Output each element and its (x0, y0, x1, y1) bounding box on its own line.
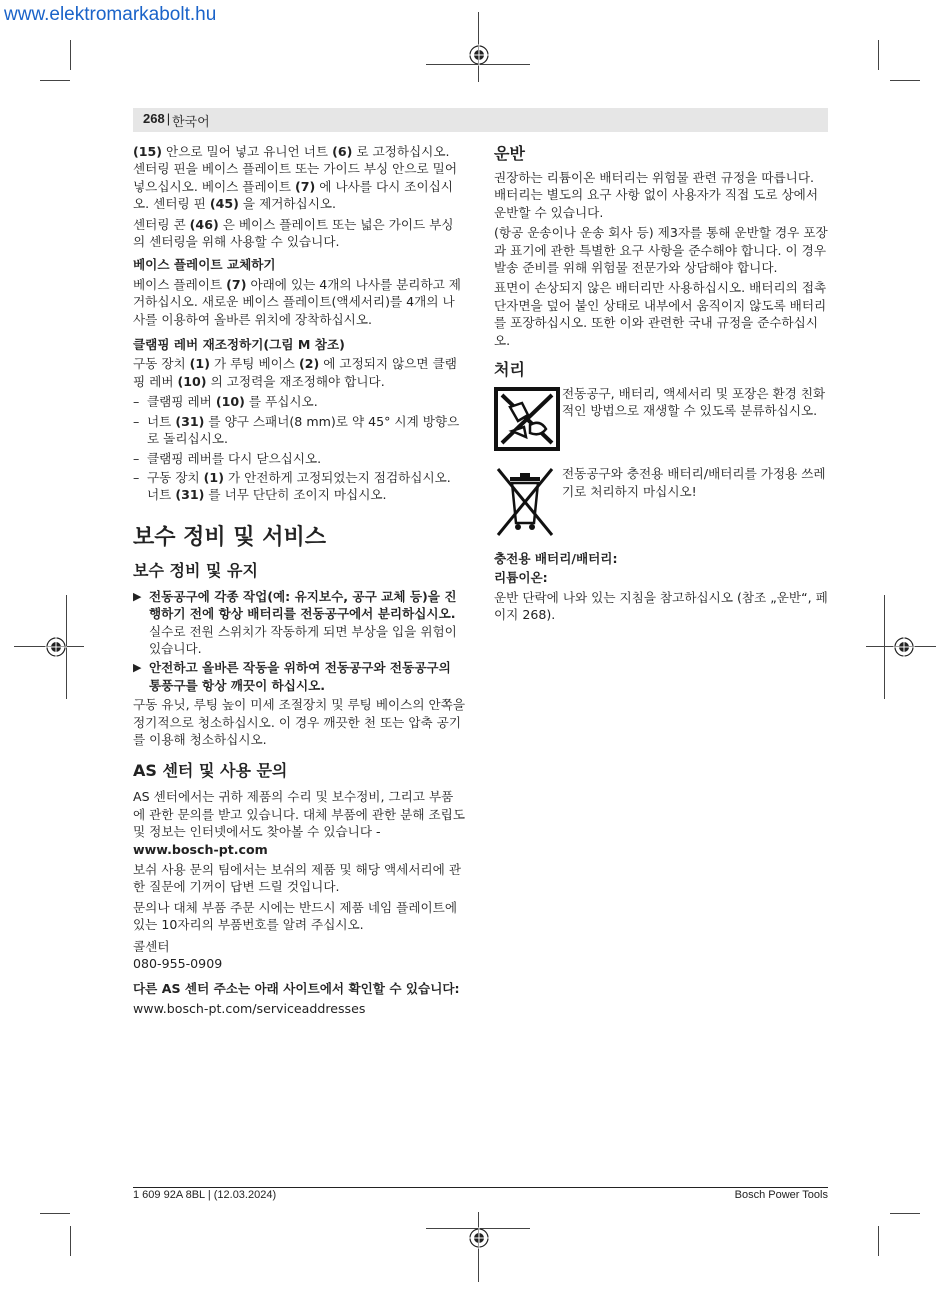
right-column (494, 143, 828, 627)
subheading-batteries: 충전용 배터리/배터리: (494, 550, 618, 566)
subheading-clamp-lever: 클램핑 레버 재조정하기(그림 M 참조) (133, 337, 345, 353)
paragraph: 권장하는 리튬이온 배터리는 위험물 관련 규정을 따릅니다. 배터리는 별도의 요구 사항 없이 사용자가 직접 도로 상에서 운반할 수 있습니다. (494, 170, 818, 220)
paragraph: AS 센터에서는 귀하 제품의 수리 및 보수정비, 그리고 부품에 관한 문의를 받고 있습니다. 대체 부품에 관한 분해 조립도 및 정보는 인터넷에서도 찾아볼 수 있습니다 - www.bosch-pt.com (133, 789, 466, 857)
disposal-recycle-row (494, 385, 828, 457)
registration-mark-icon (468, 1227, 490, 1249)
footer-rule (133, 1187, 828, 1188)
paragraph: 표면이 손상되지 않은 배터리만 사용하십시오. 배터리의 접촉 단자면을 덮어 붙인 상태로 내부에서 움직이지 않도록 배터리를 포장하십시오. 또한 이와 관련한 국내 규정을 준수하십시오. (494, 280, 827, 348)
list-item: – 너트 (31) 를 양구 스패너(8 mm)로 약 45° 시계 방향으로 돌리십시오. (133, 413, 460, 447)
heading-disposal: 처리 (494, 360, 525, 380)
registration-mark-icon (468, 44, 490, 66)
section-title-service: 보수 정비 및 서비스 (133, 524, 326, 550)
subheading-other-centers: 다른 AS 센터 주소는 아래 사이트에서 확인할 수 있습니다: (133, 981, 460, 997)
paragraph: 전동공구, 배터리, 액세서리 및 포장은 환경 친화적인 방법으로 재생할 수 있도록 분류하십시오. (562, 386, 826, 419)
heading-maintenance: 보수 정비 및 유지 (133, 560, 258, 580)
paragraph: 센터링 콘 (46) 은 베이스 플레이트 또는 넓은 가이드 부싱의 센터링을 위해 사용할 수 있습니다. (133, 216, 454, 250)
page-number: 268 | (143, 111, 171, 126)
left-column (133, 143, 465, 1020)
bosch-link[interactable]: www.bosch-pt.com (133, 841, 268, 857)
call-center-label: 콜센터 (133, 938, 170, 954)
paragraph: 전동공구와 충전용 배터리/배터리를 가정용 쓰레기로 처리하지 마십시오! (562, 466, 826, 499)
footer-brand: Bosch Power Tools (734, 1189, 828, 1201)
footer-doc-id: 1 609 92A 8BL | (12.03.2024) (133, 1189, 277, 1201)
page-header-bar (133, 108, 828, 132)
watermark-link[interactable]: www.elektromarkabolt.hu (4, 4, 217, 25)
crossed-bin-icon (494, 465, 556, 537)
subheading-base-plate: 베이스 플레이트 교체하기 (133, 257, 276, 273)
registration-mark-icon (893, 636, 915, 658)
paragraph: 베이스 플레이트 (7) 아래에 있는 4개의 나사를 분리하고 제거하십시오. 새로운 베이스 플레이트(액세서리)를 4개의 나사를 이용하여 올바른 위치에 장착하십시오. (133, 276, 461, 327)
heading-as-center: AS 센터 및 사용 문의 (133, 761, 288, 781)
paragraph: 보쉬 사용 문의 팀에서는 보쉬의 제품 및 해당 액세서리에 관한 질문에 기꺼이 답변 드릴 것입니다. (133, 862, 462, 895)
warning-item: ▶ 전동공구에 각종 작업(예: 유지보수, 공구 교체 등)을 진행하기 전에 항상 배터리를 전동공구에서 분리하십시오. 실수로 전원 스위치가 작동하게 되면 부상을 입을 위험이 있습니다. (133, 588, 457, 656)
heading-transport: 운반 (494, 144, 525, 163)
recycle-tools-icon (494, 385, 562, 453)
list-item: – 구동 장치 (1) 가 안전하게 고정되었는지 점검하십시오. 너트 (31) 를 너무 단단히 조이지 마십시오. (133, 469, 451, 503)
list-item: – 클램핑 레버를 다시 닫으십시오. (133, 450, 322, 466)
paragraph: (15) 안으로 밀어 넣고 유니언 너트 (6) 로 고정하십시오. 센터링 핀을 베이스 플레이트 또는 가이드 부싱 안으로 밀어 넣으십시오. 베이스 플레이트 (7) 에 나사를 다시 조이십시오. 센터링 핀 (45) 을 제거하십시오. (133, 144, 457, 212)
subheading-li-ion: 리튬이온: (494, 570, 548, 586)
list-item: – 클램핑 레버 (10) 를 푸십시오. (133, 394, 318, 410)
warning-item: ▶ 안전하고 올바른 작동을 위하여 전동공구와 전동공구의 통풍구를 항상 깨끗이 하십시오. (133, 660, 451, 693)
paragraph: 운반 단락에 나와 있는 지침을 참고하십시오 (참조 „운반“, 페이지 268). (494, 589, 828, 623)
paragraph: 문의나 대체 부품 주문 시에는 반드시 제품 네임 플레이트에 있는 10자리의 부품번호를 알려 주십시오. (133, 899, 457, 933)
service-addresses-link[interactable]: www.bosch-pt.com/serviceaddresses (133, 1000, 366, 1016)
paragraph: (항공 운송이나 운송 회사 등) 제3자를 통해 운반할 경우 포장과 표기에 관한 특별한 요구 사항을 준수해야 합니다. 이 경우 발송 준비를 위해 위험물 전문가와 상담해야 합니다. (494, 225, 828, 276)
registration-mark-icon (45, 636, 67, 658)
paragraph: 구동 유닛, 루팅 높이 미세 조절장치 및 루팅 베이스의 안쪽을 정기적으로 청소하십시오. 이 경우 깨끗한 천 또는 압축 공기를 이용해 청소하십시오. (133, 697, 466, 747)
disposal-bin-row (494, 465, 828, 541)
paragraph: 구동 장치 (1) 가 루팅 베이스 (2) 에 고정되지 않으면 클램핑 레버 (10) 의 고정력을 재조정해야 합니다. (133, 356, 457, 389)
call-center-number: 080-955-0909 (133, 956, 223, 972)
language-label: 한국어 (172, 115, 210, 130)
